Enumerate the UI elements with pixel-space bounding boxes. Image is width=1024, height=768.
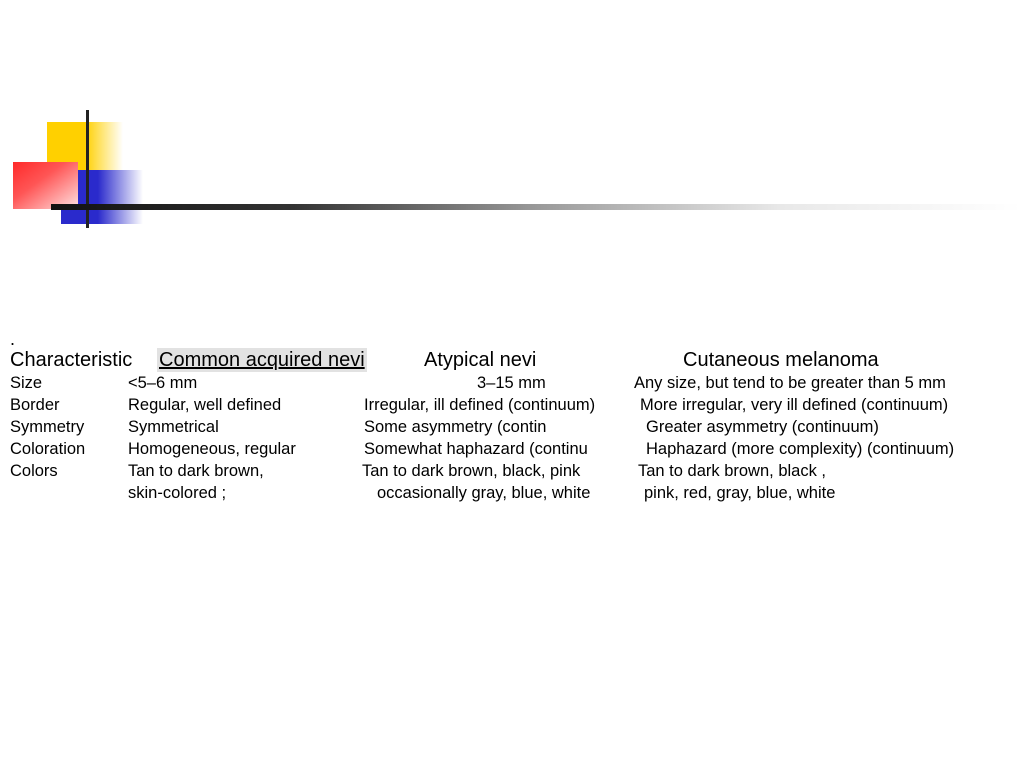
intro-mark: .	[10, 329, 16, 349]
cell-melanoma: Any size, but tend to be greater than 5 mm	[634, 374, 946, 392]
cell-melanoma: Greater asymmetry (continuum)	[646, 418, 879, 436]
cell-common: Regular, well defined	[128, 396, 282, 414]
row-label: Coloration	[10, 440, 86, 458]
cell-melanoma: Haphazard (more complexity) (continuum)	[646, 440, 955, 458]
cell-melanoma: Tan to dark brown, black ,	[638, 462, 827, 480]
logo-red-square	[13, 162, 78, 209]
cell-atypical: Tan to dark brown, black, pink	[362, 462, 581, 480]
header-divider-line	[51, 204, 1021, 210]
cell-atypical: 3–15 mm	[477, 374, 546, 392]
header-atypical-nevi: Atypical nevi	[424, 349, 537, 371]
table-row-symmetry	[10, 416, 1014, 438]
cell-common: Homogeneous, regular	[128, 440, 296, 458]
header-common-nevi: Common acquired nevi	[159, 349, 365, 371]
logo-vertical-line	[86, 110, 89, 228]
row-label: Colors	[10, 462, 58, 480]
header-cutaneous-melanoma: Cutaneous melanoma	[683, 349, 879, 371]
cell-atypical: Irregular, ill defined (continuum)	[364, 396, 596, 414]
row-label: Size	[10, 374, 43, 392]
header-characteristic: Characteristic	[10, 349, 133, 371]
cell-atypical: occasionally gray, blue, white	[377, 484, 591, 502]
cell-melanoma: More irregular, very ill defined (continuum)	[640, 396, 949, 414]
row-label: Symmetry	[10, 418, 85, 436]
cell-atypical: Some asymmetry (contin	[364, 418, 547, 436]
table-row-size	[10, 372, 1014, 394]
cell-melanoma: pink, red, gray, blue, white	[644, 484, 836, 502]
table-row-border	[10, 394, 1014, 416]
cell-common: <5–6 mm	[128, 374, 198, 392]
cell-common: skin-colored ;	[128, 484, 227, 502]
table-row-colors-continued	[10, 482, 1014, 504]
row-label: Border	[10, 396, 60, 414]
table-row-coloration	[10, 438, 1014, 460]
comparison-table	[10, 330, 1014, 504]
cell-common: Symmetrical	[128, 418, 219, 436]
table-row-colors	[10, 460, 1014, 482]
cell-atypical: Somewhat haphazard (continu	[364, 440, 588, 458]
table-header-row	[10, 348, 1014, 372]
cell-common: Tan to dark brown,	[128, 462, 264, 480]
